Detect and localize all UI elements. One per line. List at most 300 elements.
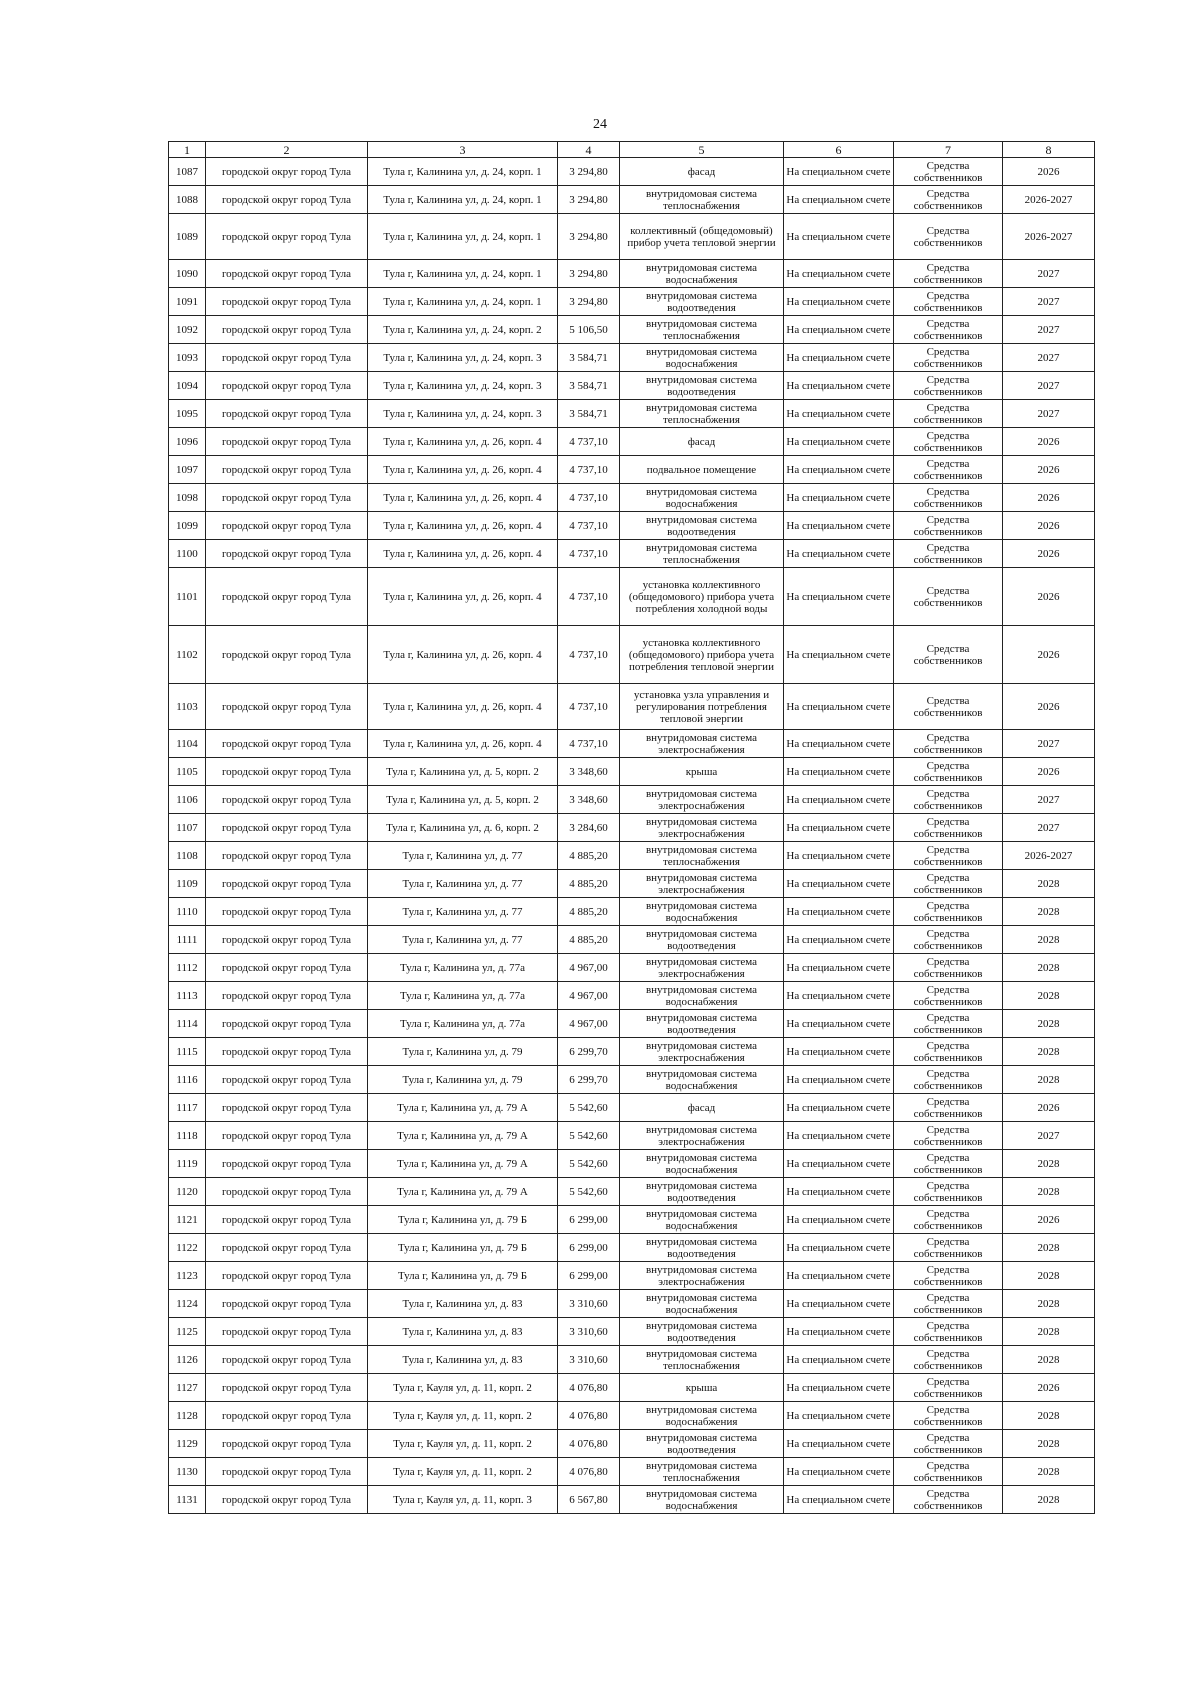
year-cell: 2028 [1003,1458,1095,1486]
year-cell: 2028 [1003,898,1095,926]
work-type-cell: внутридомовая система теплоснабжения [620,540,784,568]
area-cell: 3 310,60 [558,1290,620,1318]
fund-method-cell: На специальном счете [784,684,894,730]
work-type-cell: внутридомовая система теплоснабжения [620,186,784,214]
year-cell: 2027 [1003,260,1095,288]
work-type-cell: внутридомовая система электроснабжения [620,1122,784,1150]
municipality-cell: городской округ город Тула [206,982,368,1010]
work-type-cell: внутридомовая система водоотведения [620,372,784,400]
table-row [169,260,1095,288]
area-cell: 6 299,00 [558,1262,620,1290]
table-row [169,954,1095,982]
address-cell: Тула г, Кауля ул, д. 11, корп. 2 [368,1374,558,1402]
table-row [169,898,1095,926]
fund-method-cell: На специальном счете [784,786,894,814]
row-number: 1113 [169,982,206,1010]
fund-method-cell: На специальном счете [784,1150,894,1178]
funding-source-cell: Средства собственников [894,158,1003,186]
municipality-cell: городской округ город Тула [206,400,368,428]
address-cell: Тула г, Калинина ул, д. 24, корп. 3 [368,372,558,400]
row-number: 1104 [169,730,206,758]
table-row [169,1430,1095,1458]
funding-source-cell: Средства собственников [894,1206,1003,1234]
column-header: 1 [169,142,206,158]
area-cell: 4 737,10 [558,540,620,568]
table-row [169,428,1095,456]
area-cell: 3 584,71 [558,400,620,428]
address-cell: Тула г, Калинина ул, д. 24, корп. 3 [368,400,558,428]
area-cell: 6 299,00 [558,1234,620,1262]
row-number: 1109 [169,870,206,898]
fund-method-cell: На специальном счете [784,456,894,484]
area-cell: 3 310,60 [558,1318,620,1346]
row-number: 1107 [169,814,206,842]
year-cell: 2027 [1003,344,1095,372]
municipality-cell: городской округ город Тула [206,1402,368,1430]
fund-method-cell: На специальном счете [784,1066,894,1094]
year-cell: 2028 [1003,1150,1095,1178]
work-type-cell: крыша [620,1374,784,1402]
column-header: 4 [558,142,620,158]
fund-method-cell: На специальном счете [784,982,894,1010]
fund-method-cell: На специальном счете [784,1178,894,1206]
funding-source-cell: Средства собственников [894,1122,1003,1150]
row-number: 1122 [169,1234,206,1262]
area-cell: 4 967,00 [558,1010,620,1038]
work-type-cell: внутридомовая система теплоснабжения [620,842,784,870]
funding-source-cell: Средства собственников [894,814,1003,842]
funding-source-cell: Средства собственников [894,684,1003,730]
area-cell: 5 542,60 [558,1094,620,1122]
year-cell: 2026 [1003,1094,1095,1122]
table-row [169,842,1095,870]
municipality-cell: городской округ город Тула [206,1234,368,1262]
fund-method-cell: На специальном счете [784,540,894,568]
area-cell: 4 076,80 [558,1430,620,1458]
row-number: 1110 [169,898,206,926]
row-number: 1125 [169,1318,206,1346]
fund-method-cell: На специальном счете [784,568,894,626]
fund-method-cell: На специальном счете [784,1346,894,1374]
work-type-cell: внутридомовая система теплоснабжения [620,1458,784,1486]
area-cell: 3 284,60 [558,814,620,842]
area-cell: 4 737,10 [558,684,620,730]
funding-source-cell: Средства собственников [894,730,1003,758]
municipality-cell: городской округ город Тула [206,456,368,484]
fund-method-cell: На специальном счете [784,344,894,372]
row-number: 1091 [169,288,206,316]
funding-source-cell: Средства собственников [894,954,1003,982]
table-row [169,758,1095,786]
municipality-cell: городской округ город Тула [206,1206,368,1234]
funding-source-cell: Средства собственников [894,758,1003,786]
row-number: 1116 [169,1066,206,1094]
area-cell: 3 348,60 [558,758,620,786]
year-cell: 2026 [1003,1374,1095,1402]
fund-method-cell: На специальном счете [784,1010,894,1038]
year-cell: 2026 [1003,158,1095,186]
address-cell: Тула г, Калинина ул, д. 24, корп. 1 [368,214,558,260]
table-row [169,158,1095,186]
table-row [169,456,1095,484]
municipality-cell: городской округ город Тула [206,1094,368,1122]
table-row [169,316,1095,344]
municipality-cell: городской округ город Тула [206,372,368,400]
area-cell: 5 542,60 [558,1178,620,1206]
municipality-cell: городской округ город Тула [206,512,368,540]
work-type-cell: внутридомовая система водоснабжения [620,484,784,512]
address-cell: Тула г, Калинина ул, д. 79 Б [368,1206,558,1234]
municipality-cell: городской округ город Тула [206,842,368,870]
year-cell: 2027 [1003,1122,1095,1150]
address-cell: Тула г, Калинина ул, д. 26, корп. 4 [368,540,558,568]
work-type-cell: установка коллективного (общедомового) прибора учета потребления холодной воды [620,568,784,626]
funding-source-cell: Средства собственников [894,372,1003,400]
address-cell: Тула г, Калинина ул, д. 6, корп. 2 [368,814,558,842]
area-cell: 6 299,70 [558,1038,620,1066]
row-number: 1114 [169,1010,206,1038]
year-cell: 2026-2027 [1003,214,1095,260]
funding-source-cell: Средства собственников [894,316,1003,344]
area-cell: 4 737,10 [558,568,620,626]
funding-source-cell: Средства собственников [894,288,1003,316]
year-cell: 2028 [1003,954,1095,982]
row-number: 1118 [169,1122,206,1150]
row-number: 1126 [169,1346,206,1374]
year-cell: 2027 [1003,372,1095,400]
year-cell: 2027 [1003,730,1095,758]
area-cell: 3 294,80 [558,288,620,316]
row-number: 1102 [169,626,206,684]
municipality-cell: городской округ город Тула [206,1122,368,1150]
fund-method-cell: На специальном счете [784,158,894,186]
table-header-row [169,142,1095,158]
work-type-cell: внутридомовая система водоотведения [620,926,784,954]
row-number: 1089 [169,214,206,260]
year-cell: 2028 [1003,1430,1095,1458]
address-cell: Тула г, Калинина ул, д. 26, корп. 4 [368,484,558,512]
funding-source-cell: Средства собственников [894,898,1003,926]
year-cell: 2027 [1003,814,1095,842]
table-row [169,1234,1095,1262]
address-cell: Тула г, Кауля ул, д. 11, корп. 2 [368,1402,558,1430]
address-cell: Тула г, Калинина ул, д. 79 Б [368,1262,558,1290]
work-type-cell: фасад [620,428,784,456]
year-cell: 2028 [1003,1318,1095,1346]
row-number: 1124 [169,1290,206,1318]
fund-method-cell: На специальном счете [784,1234,894,1262]
funding-source-cell: Средства собственников [894,214,1003,260]
fund-method-cell: На специальном счете [784,288,894,316]
area-cell: 3 584,71 [558,344,620,372]
fund-method-cell: На специальном счете [784,400,894,428]
work-type-cell: внутридомовая система водоснабжения [620,1290,784,1318]
year-cell: 2027 [1003,316,1095,344]
fund-method-cell: На специальном счете [784,1430,894,1458]
address-cell: Тула г, Калинина ул, д. 24, корп. 1 [368,260,558,288]
address-cell: Тула г, Калинина ул, д. 24, корп. 3 [368,344,558,372]
fund-method-cell: На специальном счете [784,870,894,898]
address-cell: Тула г, Калинина ул, д. 77а [368,1010,558,1038]
table-row [169,1346,1095,1374]
address-cell: Тула г, Кауля ул, д. 11, корп. 2 [368,1430,558,1458]
address-cell: Тула г, Калинина ул, д. 26, корп. 4 [368,568,558,626]
fund-method-cell: На специальном счете [784,186,894,214]
funding-source-cell: Средства собственников [894,1038,1003,1066]
area-cell: 4 076,80 [558,1458,620,1486]
funding-source-cell: Средства собственников [894,1374,1003,1402]
address-cell: Тула г, Калинина ул, д. 24, корп. 1 [368,288,558,316]
funding-source-cell: Средства собственников [894,1094,1003,1122]
area-cell: 4 967,00 [558,954,620,982]
table-row [169,512,1095,540]
table-row [169,1010,1095,1038]
municipality-cell: городской округ город Тула [206,898,368,926]
table-row [169,484,1095,512]
work-type-cell: внутридомовая система водоснабжения [620,1402,784,1430]
municipality-cell: городской округ город Тула [206,684,368,730]
address-cell: Тула г, Калинина ул, д. 83 [368,1346,558,1374]
table-row [169,786,1095,814]
table-row [169,1150,1095,1178]
row-number: 1111 [169,926,206,954]
municipality-cell: городской округ город Тула [206,1318,368,1346]
municipality-cell: городской округ город Тула [206,260,368,288]
table-row [169,288,1095,316]
fund-method-cell: На специальном счете [784,1318,894,1346]
table-row [169,730,1095,758]
municipality-cell: городской округ город Тула [206,344,368,372]
row-number: 1119 [169,1150,206,1178]
table-row [169,214,1095,260]
work-type-cell: внутридомовая система водоснабжения [620,982,784,1010]
address-cell: Тула г, Калинина ул, д. 79 А [368,1122,558,1150]
row-number: 1092 [169,316,206,344]
work-type-cell: внутридомовая система электроснабжения [620,814,784,842]
address-cell: Тула г, Калинина ул, д. 5, корп. 2 [368,786,558,814]
fund-method-cell: На специальном счете [784,1094,894,1122]
year-cell: 2027 [1003,400,1095,428]
area-cell: 5 542,60 [558,1122,620,1150]
work-type-cell: внутридомовая система водоснабжения [620,1206,784,1234]
year-cell: 2026 [1003,512,1095,540]
municipality-cell: городской округ город Тула [206,626,368,684]
municipality-cell: городской округ город Тула [206,1458,368,1486]
work-type-cell: внутридомовая система электроснабжения [620,954,784,982]
work-type-cell: внутридомовая система водоснабжения [620,260,784,288]
column-header: 3 [368,142,558,158]
table-row [169,926,1095,954]
municipality-cell: городской округ город Тула [206,186,368,214]
fund-method-cell: На специальном счете [784,898,894,926]
work-type-cell: внутридомовая система электроснабжения [620,1262,784,1290]
fund-method-cell: На специальном счете [784,814,894,842]
fund-method-cell: На специальном счете [784,372,894,400]
area-cell: 3 584,71 [558,372,620,400]
fund-method-cell: На специальном счете [784,1038,894,1066]
work-type-cell: внутридомовая система водоотведения [620,1010,784,1038]
funding-source-cell: Средства собственников [894,1430,1003,1458]
work-type-cell: внутридомовая система водоснабжения [620,1486,784,1514]
table-row [169,186,1095,214]
column-header: 6 [784,142,894,158]
municipality-cell: городской округ город Тула [206,1150,368,1178]
area-cell: 4 885,20 [558,898,620,926]
year-cell: 2026 [1003,758,1095,786]
funding-source-cell: Средства собственников [894,260,1003,288]
area-cell: 3 310,60 [558,1346,620,1374]
year-cell: 2026 [1003,456,1095,484]
table-row [169,1458,1095,1486]
table-row [169,1262,1095,1290]
fund-method-cell: На специальном счете [784,484,894,512]
table-row [169,870,1095,898]
year-cell: 2026 [1003,484,1095,512]
fund-method-cell: На специальном счете [784,316,894,344]
address-cell: Тула г, Кауля ул, д. 11, корп. 2 [368,1458,558,1486]
municipality-cell: городской округ город Тула [206,158,368,186]
year-cell: 2028 [1003,1262,1095,1290]
address-cell: Тула г, Калинина ул, д. 24, корп. 2 [368,316,558,344]
municipality-cell: городской округ город Тула [206,1038,368,1066]
funding-source-cell: Средства собственников [894,1318,1003,1346]
address-cell: Тула г, Калинина ул, д. 77 [368,898,558,926]
municipality-cell: городской округ город Тула [206,814,368,842]
year-cell: 2028 [1003,926,1095,954]
row-number: 1100 [169,540,206,568]
funding-source-cell: Средства собственников [894,1150,1003,1178]
year-cell: 2026 [1003,428,1095,456]
municipality-cell: городской округ город Тула [206,730,368,758]
fund-method-cell: На специальном счете [784,214,894,260]
funding-source-cell: Средства собственников [894,1458,1003,1486]
area-cell: 3 294,80 [558,214,620,260]
funding-source-cell: Средства собственников [894,1010,1003,1038]
municipality-cell: городской округ город Тула [206,1066,368,1094]
area-cell: 3 294,80 [558,186,620,214]
table-row [169,1066,1095,1094]
row-number: 1130 [169,1458,206,1486]
work-type-cell: внутридомовая система электроснабжения [620,870,784,898]
row-number: 1098 [169,484,206,512]
funding-source-cell: Средства собственников [894,786,1003,814]
table-row [169,568,1095,626]
work-type-cell: внутридомовая система теплоснабжения [620,400,784,428]
funding-source-cell: Средства собственников [894,428,1003,456]
table-row [169,1038,1095,1066]
row-number: 1106 [169,786,206,814]
row-number: 1087 [169,158,206,186]
area-cell: 5 542,60 [558,1150,620,1178]
year-cell: 2028 [1003,1010,1095,1038]
work-type-cell: внутридомовая система водоотведения [620,1234,784,1262]
municipality-cell: городской округ город Тула [206,428,368,456]
column-header: 2 [206,142,368,158]
year-cell: 2027 [1003,786,1095,814]
address-cell: Тула г, Калинина ул, д. 83 [368,1318,558,1346]
address-cell: Тула г, Калинина ул, д. 24, корп. 1 [368,158,558,186]
year-cell: 2028 [1003,1234,1095,1262]
repair-schedule-table [168,141,1095,1514]
work-type-cell: установка коллективного (общедомового) прибора учета потребления тепловой энергии [620,626,784,684]
fund-method-cell: На специальном счете [784,626,894,684]
work-type-cell: внутридомовая система водоотведения [620,1430,784,1458]
fund-method-cell: На специальном счете [784,1206,894,1234]
municipality-cell: городской округ город Тула [206,1486,368,1514]
area-cell: 4 737,10 [558,484,620,512]
table-row [169,1094,1095,1122]
row-number: 1120 [169,1178,206,1206]
table-row [169,626,1095,684]
municipality-cell: городской округ город Тула [206,484,368,512]
funding-source-cell: Средства собственников [894,1290,1003,1318]
funding-source-cell: Средства собственников [894,982,1003,1010]
area-cell: 4 076,80 [558,1402,620,1430]
address-cell: Тула г, Калинина ул, д. 77 [368,842,558,870]
funding-source-cell: Средства собственников [894,186,1003,214]
work-type-cell: фасад [620,158,784,186]
fund-method-cell: На специальном счете [784,842,894,870]
year-cell: 2028 [1003,982,1095,1010]
fund-method-cell: На специальном счете [784,260,894,288]
year-cell: 2026 [1003,540,1095,568]
year-cell: 2028 [1003,1346,1095,1374]
municipality-cell: городской округ город Тула [206,1374,368,1402]
work-type-cell: внутридомовая система водоотведения [620,512,784,540]
year-cell: 2028 [1003,1066,1095,1094]
row-number: 1090 [169,260,206,288]
address-cell: Тула г, Калинина ул, д. 5, корп. 2 [368,758,558,786]
row-number: 1123 [169,1262,206,1290]
work-type-cell: внутридомовая система водоснабжения [620,1150,784,1178]
row-number: 1095 [169,400,206,428]
row-number: 1096 [169,428,206,456]
work-type-cell: внутридомовая система водоснабжения [620,1066,784,1094]
address-cell: Тула г, Калинина ул, д. 26, корп. 4 [368,730,558,758]
fund-method-cell: На специальном счете [784,1458,894,1486]
row-number: 1117 [169,1094,206,1122]
row-number: 1127 [169,1374,206,1402]
area-cell: 4 737,10 [558,456,620,484]
row-number: 1121 [169,1206,206,1234]
table-row [169,1290,1095,1318]
address-cell: Тула г, Калинина ул, д. 26, корп. 4 [368,428,558,456]
table-row [169,684,1095,730]
year-cell: 2028 [1003,1290,1095,1318]
funding-source-cell: Средства собственников [894,1486,1003,1514]
year-cell: 2026-2027 [1003,842,1095,870]
row-number: 1103 [169,684,206,730]
work-type-cell: внутридомовая система водоотведения [620,1318,784,1346]
funding-source-cell: Средства собственников [894,842,1003,870]
work-type-cell: внутридомовая система водоснабжения [620,344,784,372]
address-cell: Тула г, Калинина ул, д. 77а [368,982,558,1010]
table-row [169,1318,1095,1346]
funding-source-cell: Средства собственников [894,484,1003,512]
address-cell: Тула г, Калинина ул, д. 77 [368,870,558,898]
funding-source-cell: Средства собственников [894,456,1003,484]
work-type-cell: фасад [620,1094,784,1122]
row-number: 1112 [169,954,206,982]
work-type-cell: внутридомовая система водоснабжения [620,898,784,926]
work-type-cell: внутридомовая система теплоснабжения [620,316,784,344]
funding-source-cell: Средства собственников [894,1346,1003,1374]
work-type-cell: коллективный (общедомовый) прибор учета тепловой энергии [620,214,784,260]
row-number: 1088 [169,186,206,214]
address-cell: Тула г, Калинина ул, д. 26, корп. 4 [368,456,558,484]
work-type-cell: внутридомовая система электроснабжения [620,730,784,758]
fund-method-cell: На специальном счете [784,1262,894,1290]
